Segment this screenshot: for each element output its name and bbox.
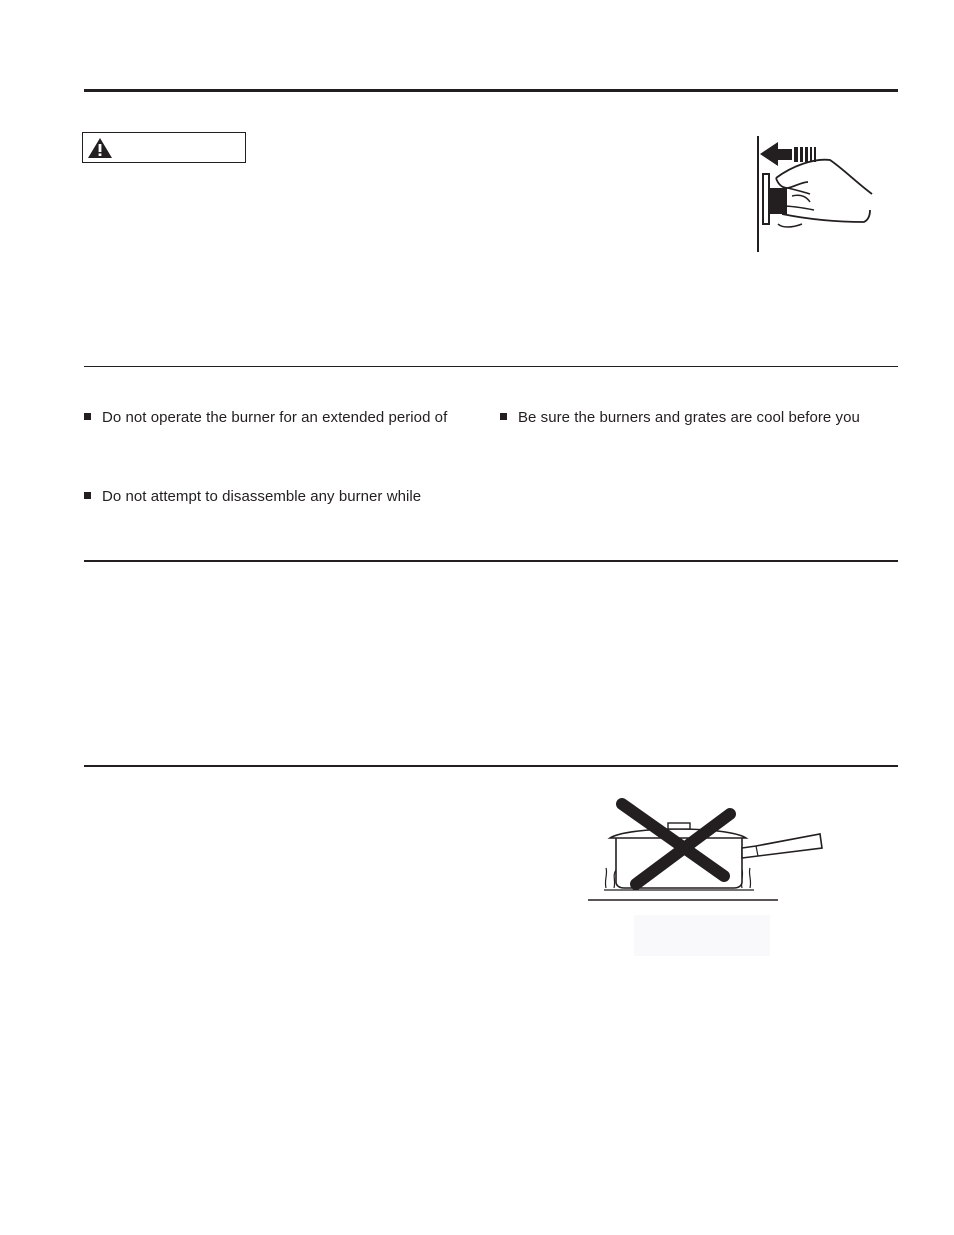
bullet-item-1 bbox=[84, 409, 447, 427]
section-rule-3 bbox=[84, 765, 898, 767]
section-rule-2 bbox=[84, 560, 898, 562]
bullet-item-3 bbox=[500, 409, 860, 427]
warning-box bbox=[82, 132, 246, 163]
warning-triangle-icon bbox=[87, 137, 113, 159]
bullet-text: Be sure the burners and grates are cool before you bbox=[518, 409, 860, 426]
figure-caption-area bbox=[634, 915, 770, 956]
bullet-square bbox=[84, 413, 91, 420]
section-rule-1 bbox=[84, 366, 898, 367]
bullet-square bbox=[84, 492, 91, 499]
top-rule bbox=[84, 89, 898, 92]
bullet-item-2 bbox=[84, 488, 421, 506]
knob-illustration bbox=[752, 136, 878, 256]
bullet-text: Do not operate the burner for an extended period of bbox=[102, 409, 448, 426]
pot-illustration bbox=[588, 796, 824, 906]
bullet-text: Do not attempt to disassemble any burner while bbox=[102, 488, 422, 505]
bullet-square bbox=[500, 413, 507, 420]
